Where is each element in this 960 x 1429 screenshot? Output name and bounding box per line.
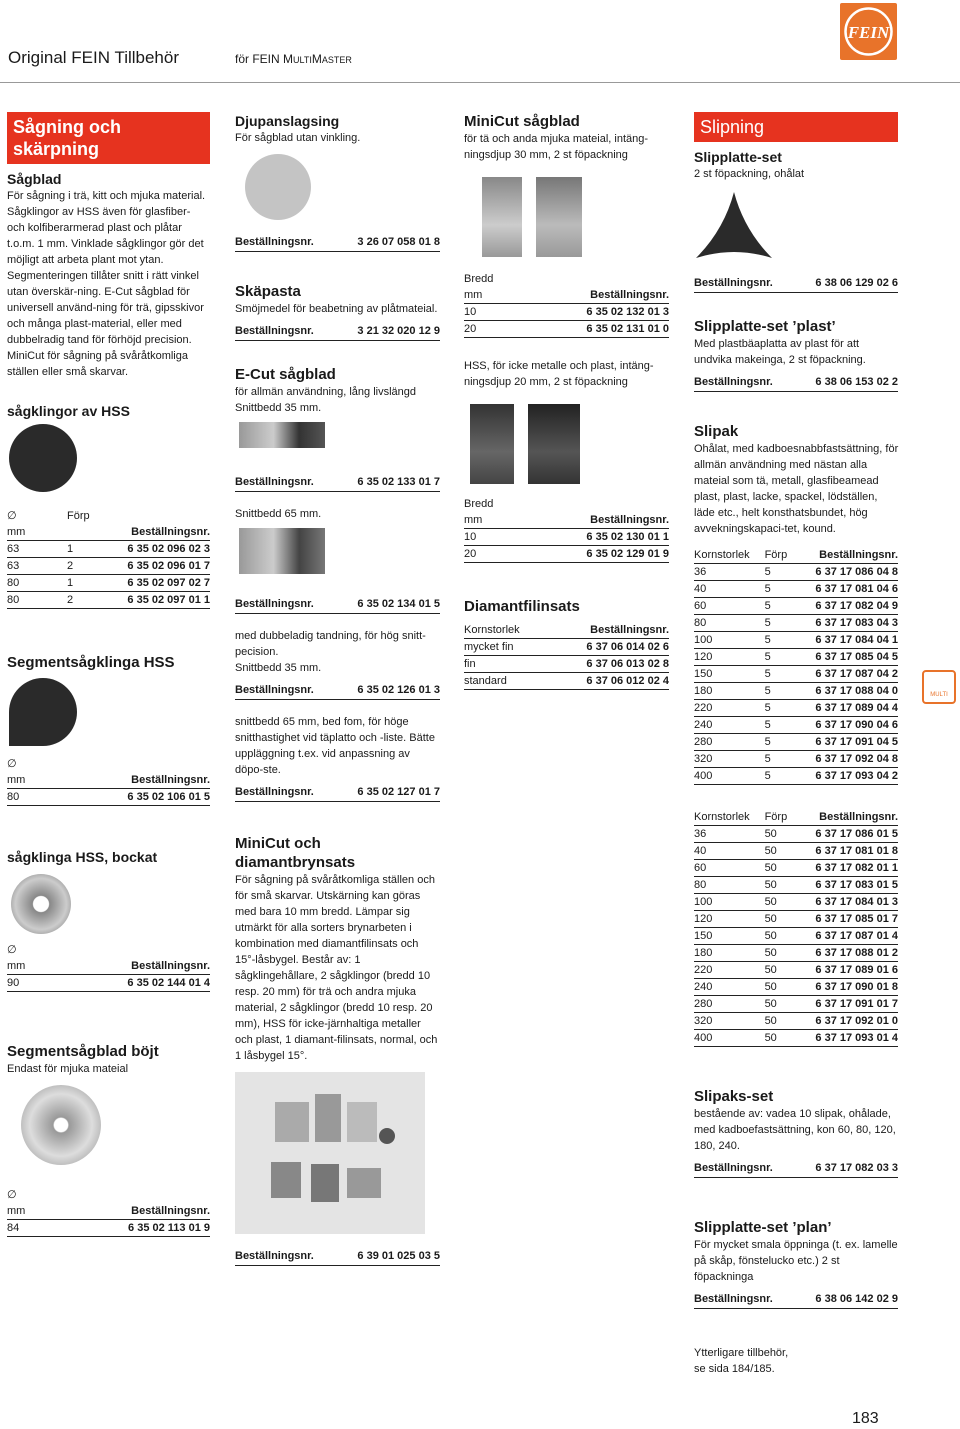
- heading-slipaks-set: Slipaks-set: [694, 1088, 774, 1105]
- more-accessories-pages: se sida 184/185.: [694, 1363, 775, 1375]
- sanding-plate-image: [694, 190, 774, 262]
- order-row-skapasta: Beställningsnr. 3 21 32 020 12 9: [235, 323, 440, 341]
- heading-hss: sågklingor av HSS: [7, 403, 130, 419]
- order-row-slipaks-set: Beställningsnr. 6 37 17 082 03 3: [694, 1160, 898, 1178]
- table-row: fin 6 37 06 013 02 8: [464, 656, 669, 673]
- table-row: 320 5 6 37 17 092 04 8: [694, 751, 898, 768]
- minicut-table-2: Bredd mm Beställningsnr. 10 6 35 02 130 01 1 20 6 35 02 129 01 9: [464, 496, 669, 563]
- heading-ecut: E-Cut sågblad: [235, 366, 336, 383]
- diamant-table: Kornstorlek Beställningsnr. mycket fin 6 37 06 014 02 6 fin 6 37 06 013 02 8 standard 6 37 06 012 02 4: [464, 622, 669, 690]
- heading-slipplatte-plast: Slipplatte-set ’plast’: [694, 318, 836, 335]
- column-accessories: [235, 112, 440, 1266]
- order-row-ecut-3: Beställningsnr. 6 35 02 126 01 3: [235, 682, 440, 700]
- page-number: 183: [852, 1410, 879, 1427]
- slipak-table-5: Kornstorlek Förp Beställningsnr. 36 5 6 37 17 086 04 8 40 5 6 37 17 081 04 6 60 5 6 37 17 082 04 9 80 5 6 37 17 083 04 3 100 5 6 37 17 084 04 1 120 5 6 37 17 085 04 5 150 5 6 37 17 087 04 2 180 5 6 37 17 088 04 0 220 5 6 37 17 089 04 4 240 5 6 37 17 090 04 6 280 5 6 37 17 091 04 5 320 5 6 37 17 092 04 8 400 5 6 37 17 093 04 2: [694, 547, 898, 785]
- bojt-blade-image: [21, 1085, 101, 1165]
- order-row-slipplatte-plan: Beställningsnr. 6 38 06 142 02 9: [694, 1291, 898, 1309]
- table-row: 150 5 6 37 17 087 04 2: [694, 666, 898, 683]
- multi-badge-icon: MULTI: [922, 670, 956, 704]
- heading-slipplatte-plan: Slipplatte-set ’plan’: [694, 1219, 832, 1236]
- heading-slipplatte: Slipplatte-set: [694, 149, 782, 165]
- text-slipaks-set: bestående av: vadea 10 slipak, ohålade, med kadboefastsättning, kon 60, 80, 120, 180, 240.: [694, 1108, 896, 1152]
- order-row-slipplatte: Beställningsnr. 6 38 06 129 02 6: [694, 275, 898, 293]
- text-djupanslag: För sågblad utan vinkling.: [235, 132, 361, 144]
- table-row: 150 50 6 37 17 087 01 4: [694, 928, 898, 945]
- table-row: 220 5 6 37 17 089 04 4: [694, 700, 898, 717]
- order-row-ecut-1: Beställningsnr. 6 35 02 133 01 7: [235, 474, 440, 492]
- table-row: 180 5 6 37 17 088 04 0: [694, 683, 898, 700]
- minicut-hss-blades-image: [470, 404, 669, 484]
- table-row: 400 50 6 37 17 093 01 4: [694, 1030, 898, 1047]
- heading-djupanslag: Djupanslagsing: [235, 113, 340, 129]
- bockat-blade-image: [11, 874, 71, 934]
- table-row: 100 5 6 37 17 084 04 1: [694, 632, 898, 649]
- column-minicut: [464, 112, 669, 690]
- text-slipplatte: 2 st föpackning, ohålat: [694, 168, 805, 180]
- table-row: 40 50 6 37 17 081 01 8: [694, 843, 898, 860]
- order-row-djupanslag: Beställningsnr. 3 26 07 058 01 8: [235, 234, 440, 252]
- table-row: 120 50 6 37 17 085 01 7: [694, 911, 898, 928]
- order-row-ecut-2: Beställningsnr. 6 35 02 134 01 5: [235, 596, 440, 614]
- section-band-sawing: Sågning och skärpning: [7, 112, 210, 164]
- heading-bockat: sågklinga HSS, bockat: [7, 849, 158, 865]
- minicut-blades-image: [482, 177, 669, 257]
- table-row: 60 50 6 37 17 082 01 1: [694, 860, 898, 877]
- table-row: 84 6 35 02 113 01 9: [7, 1220, 210, 1237]
- text-ecut-5: Snittbedd 35 mm.: [235, 662, 322, 674]
- order-row-minicut-set: Beställningsnr. 6 39 01 025 03 5: [235, 1248, 440, 1266]
- table-row: 400 5 6 37 17 093 04 2: [694, 768, 898, 785]
- text-minicut: för tä och anda mjuka mateial, intäng-ningsdjup 30 mm, 2 st föpackning: [464, 133, 649, 161]
- column-sanding: [694, 112, 898, 1377]
- ecut-wide-blade-image: [239, 528, 325, 574]
- heading-minicut-set: MiniCut och diamantbrynsats: [235, 835, 356, 871]
- order-row-slipplatte-plast: Beställningsnr. 6 38 06 153 02 2: [694, 374, 898, 392]
- table-row: 100 50 6 37 17 084 01 3: [694, 894, 898, 911]
- depth-stop-image: [245, 154, 311, 220]
- segment-table: ∅ mm Beställningsnr. 80 6 35 02 106 01 5: [7, 756, 210, 806]
- table-row: 90 6 35 02 144 01 4: [7, 975, 210, 992]
- heading-diamant: Diamantfilinsats: [464, 598, 580, 615]
- heading-skapasta: Skäpasta: [235, 283, 301, 300]
- hss-table: ∅ Förp mm Beställningsnr. 63 1 6 35 02 096 02 3 63 2 6 35 02 096 01 7 80 1 6 35 02 097 02 7 80 2 6 35 02 097 01 1: [7, 508, 210, 609]
- table-row: 36 50 6 37 17 086 01 5: [694, 826, 898, 843]
- hss-blade-image: [9, 424, 77, 492]
- text-ecut-2: Snittbedd 35 mm.: [235, 402, 322, 414]
- table-row: 40 5 6 37 17 081 04 6: [694, 581, 898, 598]
- table-row: 240 5 6 37 17 090 04 6: [694, 717, 898, 734]
- table-row: 63 2 6 35 02 096 01 7: [7, 558, 210, 575]
- table-row: 20 6 35 02 131 01 0: [464, 321, 669, 338]
- heading-minicut: MiniCut sågblad: [464, 113, 580, 130]
- table-row: 80 1 6 35 02 097 02 7: [7, 575, 210, 592]
- table-row: 80 6 35 02 106 01 5: [7, 789, 210, 806]
- table-row: 320 50 6 37 17 092 01 0: [694, 1013, 898, 1030]
- heading-bojt: Segmentsågblad böjt: [7, 1043, 159, 1060]
- minicut-set-image: [235, 1072, 425, 1234]
- bojt-table: ∅ mm Beställningsnr. 84 6 35 02 113 01 9: [7, 1187, 210, 1237]
- text-minicut-hss: HSS, för icke metalle och plast, intäng-ningsdjup 20 mm, 2 st föpackning: [464, 360, 654, 388]
- table-row: mycket fin 6 37 06 014 02 6: [464, 639, 669, 656]
- text-sagblad: För sågning i trä, kitt och mjuka material. Sågklingor av HSS även för glasfiber- och kolfiberarmerad plast och plåtar t.o.m. 1 mm. Vinklade sågklingor gör det möjligt att arbeta plant mot ytan. Segmenteringen tillåter snitt i rätt vinkel utan överskär-ning. E-Cut sågblad för universell använd-ning för trä, gipsskivor och många plast-material, eller med dubbelradig tand för förhöjd precision. MiniCut för sågning på svåråtkomliga ställen eller små skarvar.: [7, 190, 206, 378]
- table-row: 10 6 35 02 130 01 1: [464, 529, 669, 546]
- table-row: 120 5 6 37 17 085 04 5: [694, 649, 898, 666]
- table-row: 20 6 35 02 129 01 9: [464, 546, 669, 563]
- table-row: 60 5 6 37 17 082 04 9: [694, 598, 898, 615]
- text-ecut-3: Snittbedd 65 mm.: [235, 508, 322, 520]
- text-slipak: Ohålat, med kadboesnabbfastsättning, för allmän användning med nästan alla mateial som tä, metall, glasfibeamead plast, plast, lacke, spackel, lödställen, läde etc., helt konsthatsbundet, hög avvekningskapaci-tet, kound.: [694, 443, 899, 535]
- table-row: 80 50 6 37 17 083 01 5: [694, 877, 898, 894]
- bockat-table: ∅ mm Beställningsnr. 90 6 35 02 144 01 4: [7, 942, 210, 992]
- heading-sagblad: Sågblad: [7, 171, 62, 187]
- text-skapasta: Smöjmedel för beabetning av plåtmateial.: [235, 303, 438, 315]
- text-ecut-4: med dubbeladig tandning, för hög snitt-pecision.: [235, 630, 426, 658]
- table-row: 10 6 35 02 132 01 3: [464, 304, 669, 321]
- table-row: 280 5 6 37 17 091 04 5: [694, 734, 898, 751]
- segment-blade-image: [9, 678, 77, 746]
- page-title: Original FEIN Tillbehör: [8, 48, 180, 67]
- page-subtitle: för FEIN MULTIMASTER: [235, 52, 352, 66]
- header-rule: [0, 82, 960, 83]
- fein-logo: [840, 3, 897, 60]
- text-ecut-6: snittbedd 65 mm, bed fom, för höge snitthastighet vid täplatto och -liste. Bätte uppläggning t.ex. vid anpassning av döpo-ste.: [235, 716, 435, 776]
- text-slipplatte-plast: Med plastbäaplatta av plast för att undvika makeinga, 2 st föpackning.: [694, 338, 866, 366]
- table-row: 220 50 6 37 17 089 01 6: [694, 962, 898, 979]
- ecut-blade-image: [239, 422, 325, 448]
- text-minicut-set: För sågning på svåråtkomliga ställen och för små skarvar. Utskärning kan göras med bara 10 mm bredd. Lämpar sig utmärkt för alla sorters brynarbeten i kombination med diamantfilinsats och 15°-låsbygel. Består av: 1 sågklingehållare, 2 sågklingor (bredd 10 resp. 20 mm) för trä och andra mjuka material, 2 sågklingor (bredd 10 resp. 20 mm), HSS för icke-järnhaltiga metaller och plast, 1 diamant-filinsats, normal, och 1 låsbygel 15°.: [235, 874, 438, 1062]
- text-ecut-1: för allmän användning, lång livslängd: [235, 386, 417, 398]
- table-row: 240 50 6 37 17 090 01 8: [694, 979, 898, 996]
- svg-text:FEIN: FEIN: [847, 23, 890, 42]
- table-row: 180 50 6 37 17 088 01 2: [694, 945, 898, 962]
- more-accessories-note: Ytterligare tillbehör,: [694, 1347, 789, 1359]
- table-row: standard 6 37 06 012 02 4: [464, 673, 669, 690]
- slipak-table-50: Kornstorlek Förp Beställningsnr. 36 50 6 37 17 086 01 5 40 50 6 37 17 081 01 8 60 50 6 37 17 082 01 1 80 50 6 37 17 083 01 5 100 50 6 37 17 084 01 3 120 50 6 37 17 085 01 7 150 50 6 37 17 087 01 4 180 50 6 37 17 088 01 2 220 50 6 37 17 089 01 6 240 50 6 37 17 090 01 8 280 50 6 37 17 091 01 7 320 50 6 37 17 092 01 0 400 50 6 37 17 093 01 4: [694, 809, 898, 1047]
- table-row: 63 1 6 35 02 096 02 3: [7, 541, 210, 558]
- heading-segment: Segmentsågklinga HSS: [7, 654, 175, 671]
- table-row: 36 5 6 37 17 086 04 8: [694, 564, 898, 581]
- heading-slipak: Slipak: [694, 423, 739, 440]
- order-row-ecut-4: Beställningsnr. 6 35 02 127 01 7: [235, 784, 440, 802]
- column-saw: [7, 112, 210, 1237]
- table-row: 80 2 6 35 02 097 01 1: [7, 592, 210, 609]
- table-row: 80 5 6 37 17 083 04 3: [694, 615, 898, 632]
- table-row: 280 50 6 37 17 091 01 7: [694, 996, 898, 1013]
- section-band-sanding: Slipning: [694, 112, 898, 142]
- text-slipplatte-plan: För mycket smala öppninga (t. ex. lamelle på skåp, fönstelucko etc.) 2 st föpackninga: [694, 1239, 898, 1283]
- text-bojt: Endast för mjuka mateial: [7, 1063, 129, 1075]
- minicut-table-1: Bredd mm Beställningsnr. 10 6 35 02 132 01 3 20 6 35 02 131 01 0: [464, 271, 669, 338]
